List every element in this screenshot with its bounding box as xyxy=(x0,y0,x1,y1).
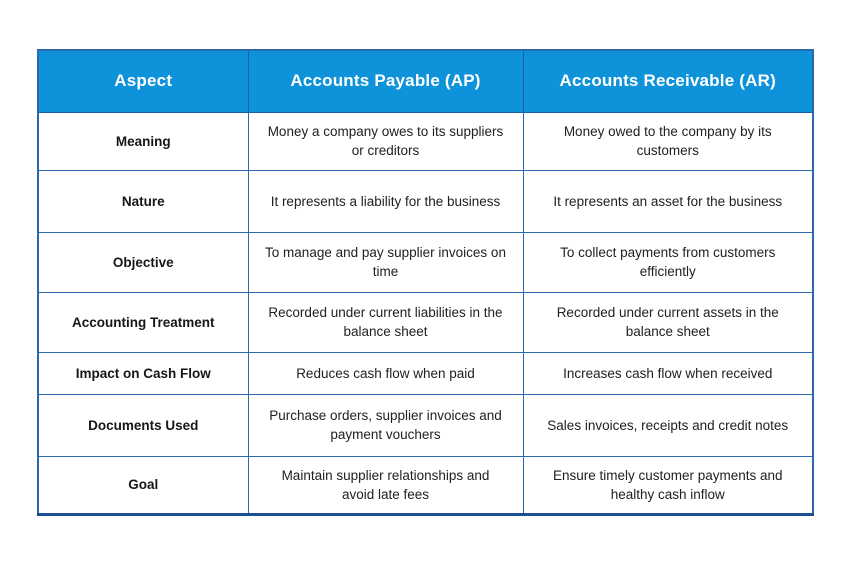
table-row xyxy=(38,112,813,170)
header-cell-accounts-receivable: Accounts Receivable (AR) xyxy=(523,50,813,112)
ap-cell: To manage and pay supplier invoices on time xyxy=(248,232,523,292)
ar-cell: Recorded under current assets in the balance sheet xyxy=(523,292,813,352)
ap-ar-comparison-table xyxy=(37,49,814,516)
ap-cell: Money a company owes to its suppliers or creditors xyxy=(248,112,523,170)
aspect-cell: Objective xyxy=(38,232,248,292)
ap-cell: Purchase orders, supplier invoices and payment vouchers xyxy=(248,394,523,456)
table-row xyxy=(38,456,813,514)
ap-cell: Reduces cash flow when paid xyxy=(248,352,523,394)
ar-cell: Money owed to the company by its customers xyxy=(523,112,813,170)
aspect-cell: Impact on Cash Flow xyxy=(38,352,248,394)
table-header xyxy=(38,50,813,112)
header-cell-aspect: Aspect xyxy=(38,50,248,112)
table-row xyxy=(38,394,813,456)
table-row xyxy=(38,170,813,232)
header-row xyxy=(38,50,813,112)
aspect-cell: Documents Used xyxy=(38,394,248,456)
table-row xyxy=(38,292,813,352)
aspect-cell: Accounting Treatment xyxy=(38,292,248,352)
ap-cell: Recorded under current liabilities in the balance sheet xyxy=(248,292,523,352)
table-row xyxy=(38,232,813,292)
ap-cell: Maintain supplier relationships and avoid late fees xyxy=(248,456,523,514)
ap-cell: It represents a liability for the business xyxy=(248,170,523,232)
header-cell-accounts-payable: Accounts Payable (AP) xyxy=(248,50,523,112)
ar-cell: It represents an asset for the business xyxy=(523,170,813,232)
aspect-cell: Goal xyxy=(38,456,248,514)
ar-cell: To collect payments from customers efficiently xyxy=(523,232,813,292)
aspect-cell: Nature xyxy=(38,170,248,232)
aspect-cell: Meaning xyxy=(38,112,248,170)
ar-cell: Ensure timely customer payments and healthy cash inflow xyxy=(523,456,813,514)
ar-cell: Sales invoices, receipts and credit notes xyxy=(523,394,813,456)
table-row xyxy=(38,352,813,394)
ar-cell: Increases cash flow when received xyxy=(523,352,813,394)
